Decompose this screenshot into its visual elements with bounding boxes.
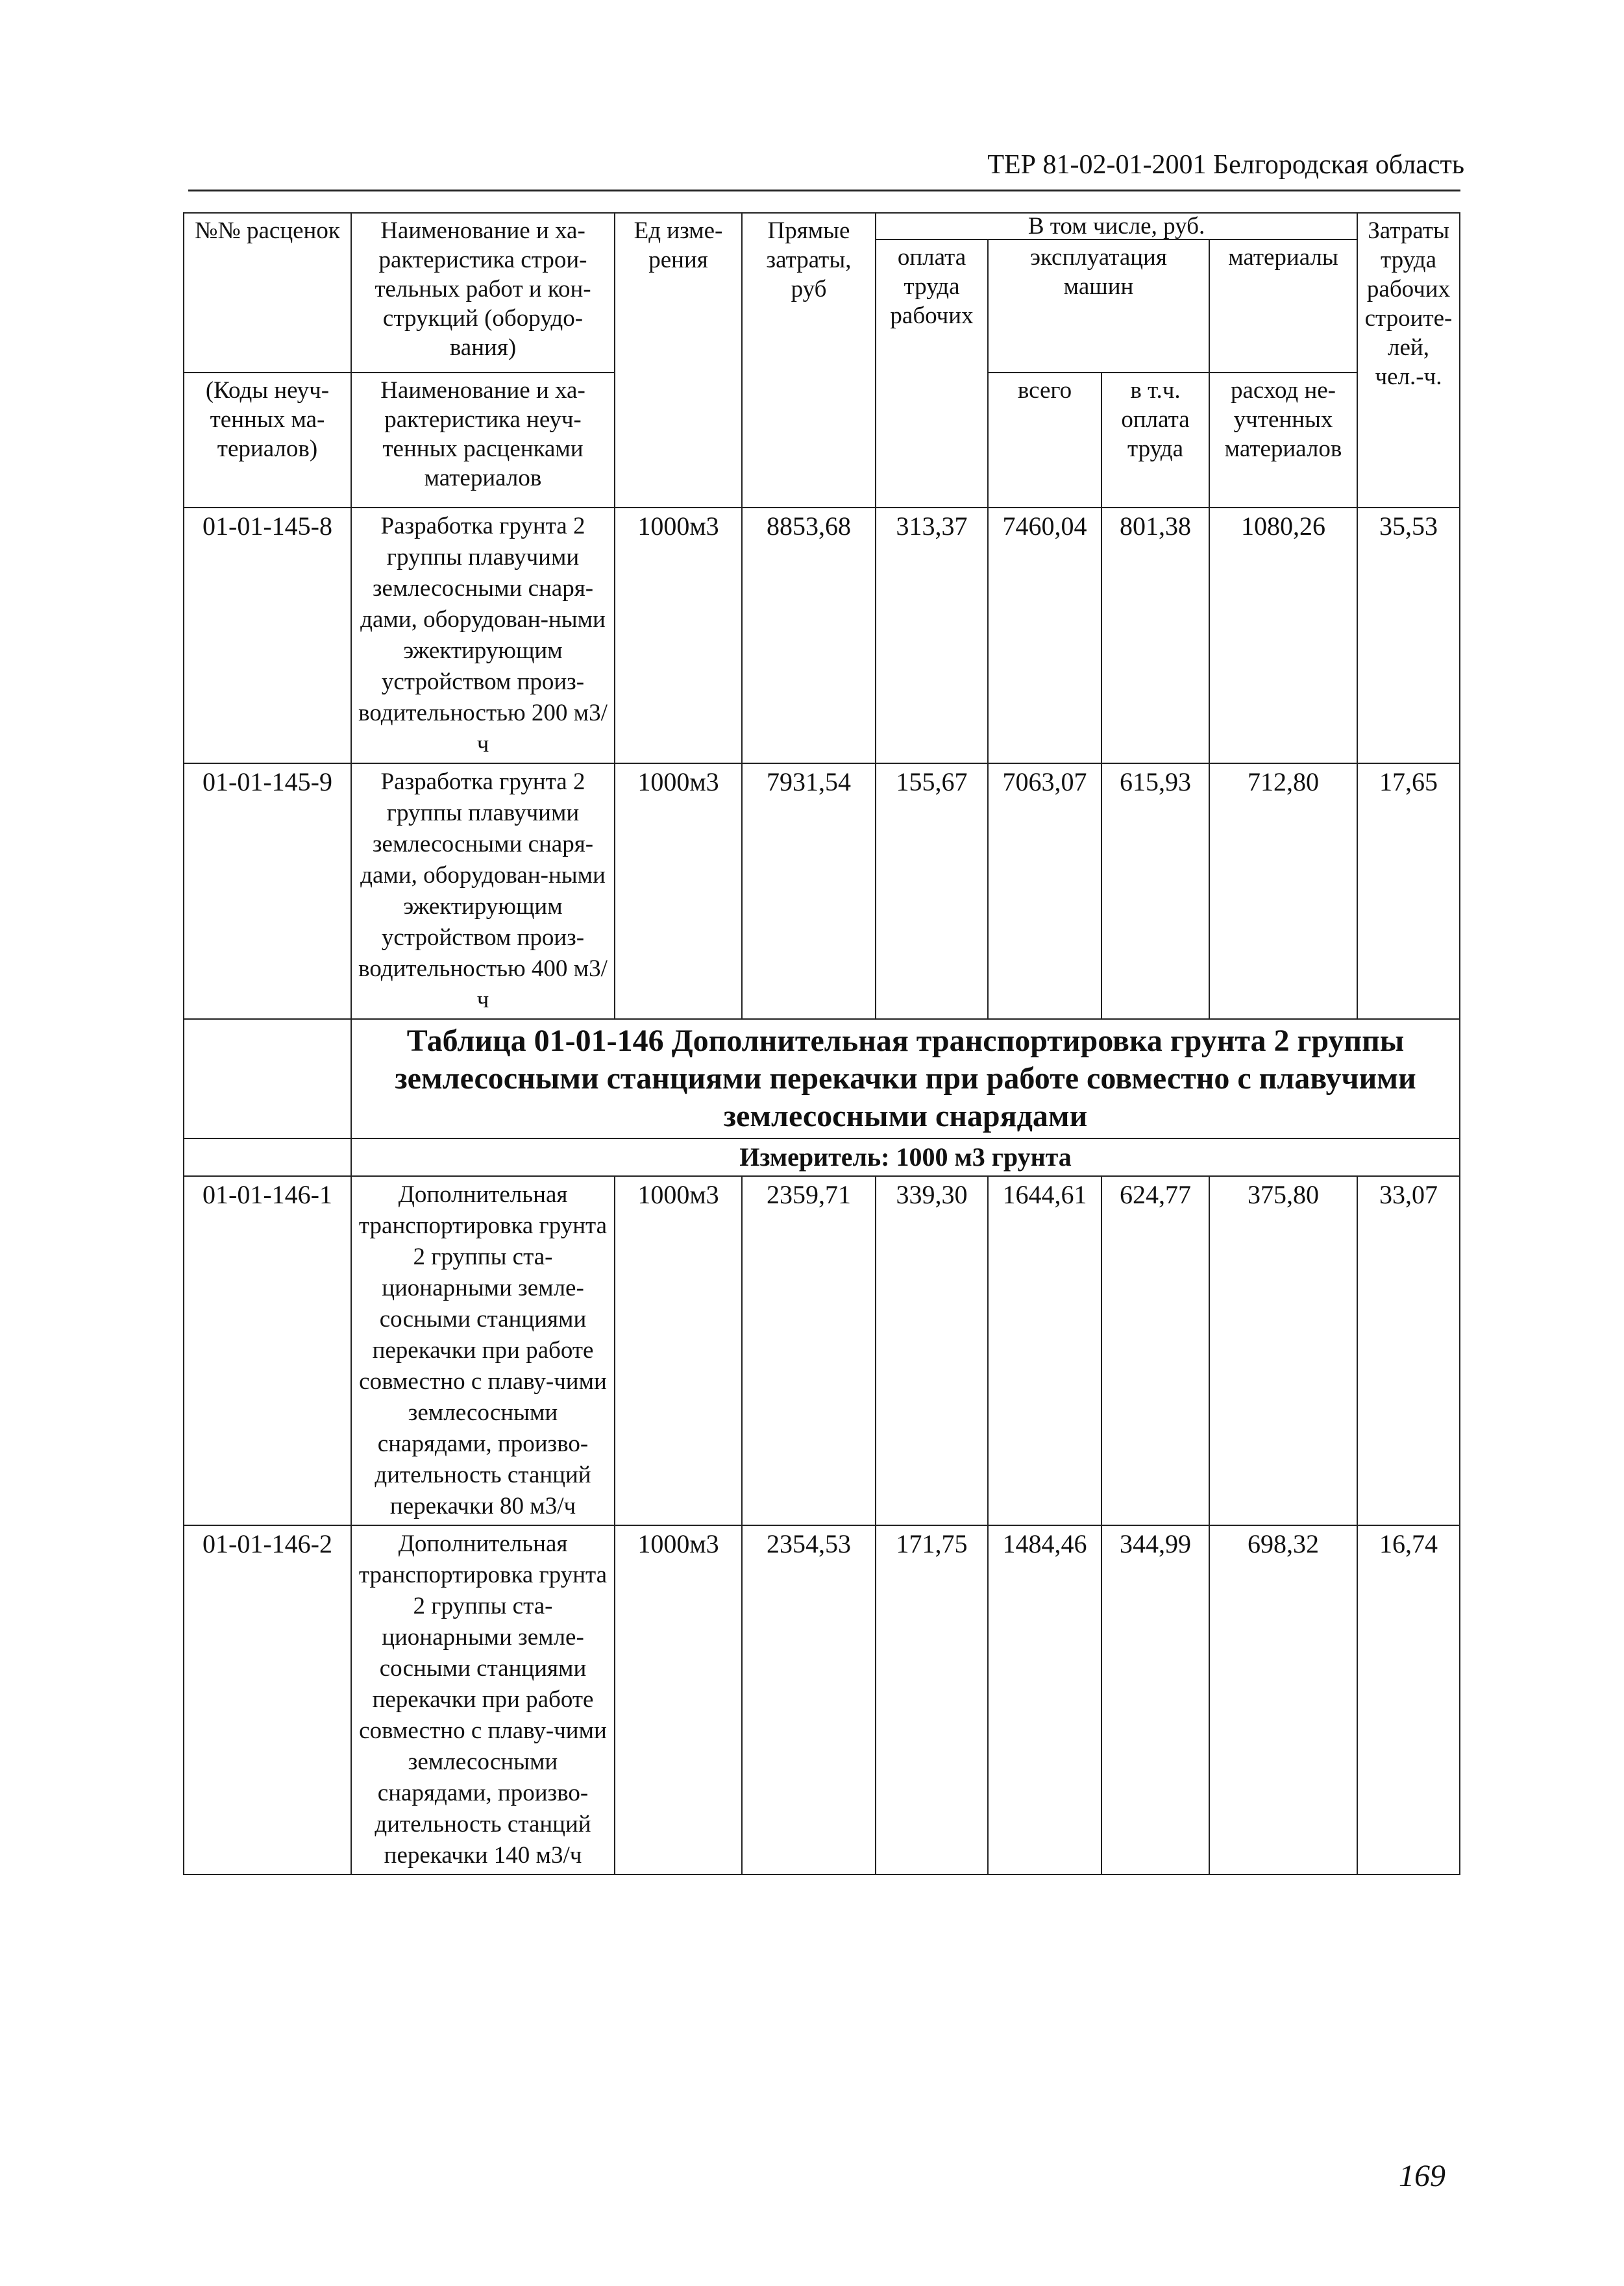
machines-total: 7063,07 (988, 763, 1101, 1019)
rate-unit: 1000м3 (615, 508, 742, 763)
labor-pay: 155,67 (876, 763, 988, 1019)
header-including-group: В том числе, руб. (876, 213, 1357, 240)
machines-total: 1484,46 (988, 1525, 1101, 1874)
table-title-row (184, 1019, 1460, 1138)
labor-pay: 313,37 (876, 508, 988, 763)
rate-unit: 1000м3 (615, 1176, 742, 1525)
labor-hours: 17,65 (1357, 763, 1460, 1019)
header-code: №№ расценок (184, 213, 351, 373)
rate-code: 01-01-145-8 (184, 508, 351, 763)
rate-code: 01-01-145-9 (184, 763, 351, 1019)
direct-costs: 2359,71 (742, 1176, 876, 1525)
materials: 712,80 (1209, 763, 1357, 1019)
header-name: Наименование и ха-рактеристика строи-тельных работ и кон-струкций (оборудо-вания) (351, 213, 615, 373)
rate-code: 01-01-146-2 (184, 1525, 351, 1874)
machines-total: 1644,61 (988, 1176, 1101, 1525)
header-machines: эксплуатация машин (988, 240, 1209, 373)
labor-hours: 33,07 (1357, 1176, 1460, 1525)
page-number: 169 (1399, 2159, 1446, 2193)
header-unit: Ед изме-рения (615, 213, 742, 508)
direct-costs: 8853,68 (742, 508, 876, 763)
meter-spacer (184, 1138, 351, 1176)
rate-description: Дополнительная транспортировка грунта 2 группы ста-ционарными земле-сосными станциями перекачки при работе совместно с плаву-чими землесосными снарядами, произво-дительность станций перекачки 80 м3/ч (351, 1176, 615, 1525)
header-rule (188, 190, 1460, 191)
table-meter: Измеритель: 1000 м3 грунта (351, 1138, 1460, 1176)
table-meter-row (184, 1138, 1460, 1176)
header-machines-total: всего (988, 373, 1101, 508)
labor-pay: 171,75 (876, 1525, 988, 1874)
table-row (184, 1176, 1460, 1525)
header-name-bottom: Наименование и ха-рактеристика неуч-тенных расценками материалов (351, 373, 615, 508)
machines-labor: 344,99 (1101, 1525, 1209, 1874)
rate-description: Дополнительная транспортировка грунта 2 группы ста-ционарными земле-сосными станциями перекачки при работе совместно с плаву-чими землесосными снарядами, произво-дительность станций перекачки 140 м3/ч (351, 1525, 615, 1874)
labor-hours: 35,53 (1357, 508, 1460, 763)
header-code-bottom: (Коды неуч-тенных ма-териалов) (184, 373, 351, 508)
header-labor-hours: Затраты труда рабочих строите-лей, чел.-ч. (1357, 213, 1460, 508)
table-section-title: Таблица 01-01-146 Дополнительная транспортировка грунта 2 группы землесосными станциями перекачки при работе совместно с плавучими землесосными снарядами (351, 1019, 1460, 1138)
rate-code: 01-01-146-1 (184, 1176, 351, 1525)
machines-labor: 801,38 (1101, 508, 1209, 763)
rate-description: Разработка грунта 2 группы плавучими землесосными снаря-дами, оборудован-ными эжектирующим устройством произ-водительностью 200 м3/ч (351, 508, 615, 763)
materials: 375,80 (1209, 1176, 1357, 1525)
document-header: ТЕР 81-02-01-2001 Белгородская область (987, 150, 1464, 180)
table-row (184, 508, 1460, 763)
title-spacer (184, 1019, 351, 1138)
labor-hours: 16,74 (1357, 1525, 1460, 1874)
machines-labor: 624,77 (1101, 1176, 1209, 1525)
direct-costs: 2354,53 (742, 1525, 876, 1874)
header-labor-pay: оплата труда рабочих (876, 240, 988, 508)
rate-description: Разработка грунта 2 группы плавучими землесосными снаря-дами, оборудован-ными эжектирующим устройством произ-водительностью 400 м3/ч (351, 763, 615, 1019)
materials: 1080,26 (1209, 508, 1357, 763)
table-row (184, 1525, 1460, 1874)
rate-unit: 1000м3 (615, 763, 742, 1019)
header-materials-consumption: расход не-учтенных материалов (1209, 373, 1357, 508)
header-machines-labor: в т.ч. оплата труда (1101, 373, 1209, 508)
rates-table (183, 212, 1460, 1875)
materials: 698,32 (1209, 1525, 1357, 1874)
header-materials: материалы (1209, 240, 1357, 373)
direct-costs: 7931,54 (742, 763, 876, 1019)
rate-unit: 1000м3 (615, 1525, 742, 1874)
table-row (184, 763, 1460, 1019)
labor-pay: 339,30 (876, 1176, 988, 1525)
machines-total: 7460,04 (988, 508, 1101, 763)
machines-labor: 615,93 (1101, 763, 1209, 1019)
header-direct-costs: Прямые затраты, руб (742, 213, 876, 508)
